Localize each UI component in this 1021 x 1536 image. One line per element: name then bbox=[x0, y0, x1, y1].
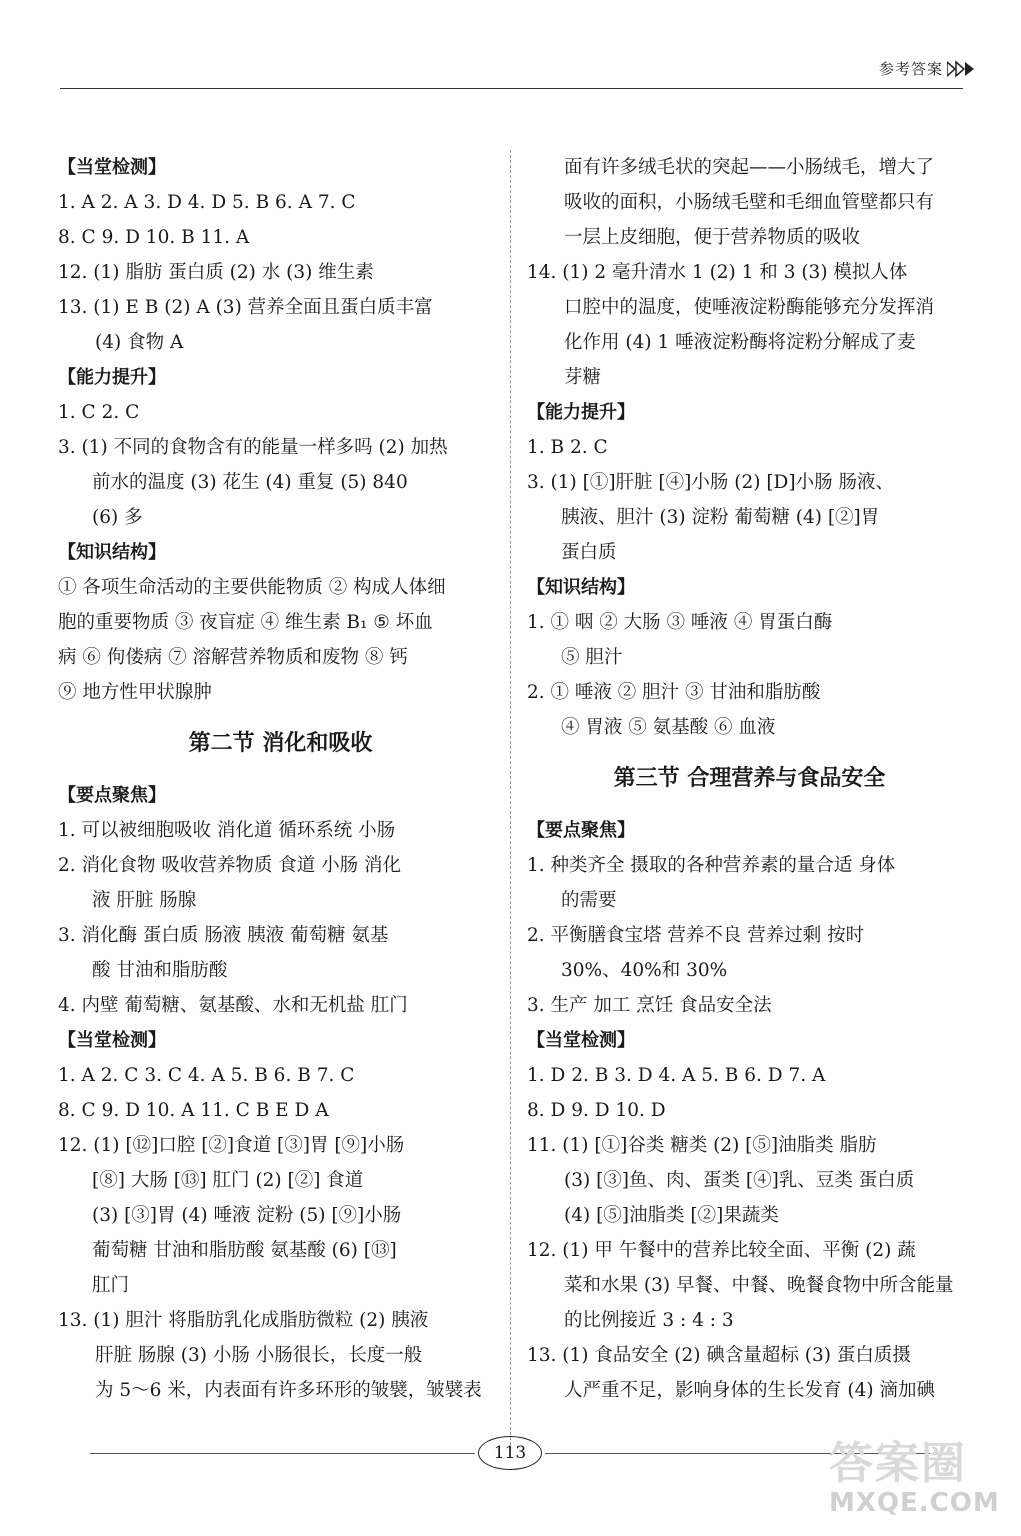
watermark-logo-text: 答案圈 bbox=[829, 1438, 967, 1489]
answer-line: 肝脏 肠腺 (3) 小肠 小肠很长，长度一般 bbox=[95, 1345, 423, 1366]
section-label: 【能力提升】 bbox=[58, 367, 166, 388]
answer-line: 8. D 9. D 10. D bbox=[527, 1100, 666, 1121]
answer-line: (3) [③]鱼、肉、蛋类 [④]乳、豆类 蛋白质 bbox=[564, 1170, 915, 1191]
answer-line: 人严重不足，影响身体的生长发育 (4) 滴加碘 bbox=[564, 1380, 935, 1401]
section-label: 【当堂检测】 bbox=[58, 157, 166, 178]
footer-rule-left bbox=[90, 1453, 475, 1454]
answer-line: 1. ① 咽 ② 大肠 ③ 唾液 ④ 胃蛋白酶 bbox=[527, 612, 833, 633]
answer-line: 8. C 9. D 10. B 11. A bbox=[58, 227, 250, 248]
answer-line: ⑤ 胆汁 bbox=[561, 647, 623, 668]
answer-line: 8. C 9. D 10. A 11. C B E D A bbox=[58, 1100, 329, 1121]
section-label: 【当堂检测】 bbox=[58, 1030, 166, 1051]
answer-line: 1. A 2. C 3. C 4. A 5. B 6. B 7. C bbox=[58, 1065, 355, 1086]
answer-line: 酸 甘油和脂肪酸 bbox=[92, 960, 228, 981]
answer-line: (3) [③]胃 (4) 唾液 淀粉 (5) [⑨]小肠 bbox=[92, 1205, 402, 1226]
header-label: 参考答案 bbox=[878, 60, 943, 78]
section-label: 【要点聚焦】 bbox=[527, 820, 635, 841]
answer-line: 13. (1) E B (2) A (3) 营养全面且蛋白质丰富 bbox=[58, 297, 433, 318]
section-label: 【能力提升】 bbox=[527, 402, 635, 423]
answer-line: ⑨ 地方性甲状腺肿 bbox=[58, 682, 212, 703]
header-rule bbox=[60, 88, 963, 89]
answer-line: 1. C 2. C bbox=[58, 402, 140, 423]
answer-line: 13. (1) 食品安全 (2) 碘含量超标 (3) 蛋白质摄 bbox=[527, 1345, 911, 1366]
answer-line: (6) 多 bbox=[92, 507, 143, 528]
answer-line: 12. (1) [⑫]口腔 [②]食道 [③]胃 [⑨]小肠 bbox=[58, 1135, 405, 1156]
answer-line: [⑧] 大肠 [⑬] 肛门 (2) [②] 食道 bbox=[92, 1170, 364, 1191]
section-title: 第三节 合理营养与食品安全 bbox=[613, 766, 886, 791]
answer-line: 蛋白质 bbox=[561, 542, 617, 563]
right-column bbox=[527, 150, 972, 1408]
answer-line: 1. 种类齐全 摄取的各种营养素的量合适 身体 bbox=[527, 855, 896, 876]
watermark-url: MXQE.COM bbox=[829, 1488, 1000, 1518]
column-divider bbox=[510, 150, 511, 1450]
answer-line: 口腔中的温度，使唾液淀粉酶能够充分发挥消 bbox=[564, 297, 935, 318]
answer-line: 2. 消化食物 吸收营养物质 食道 小肠 消化 bbox=[58, 855, 402, 876]
section-label: 【要点聚焦】 bbox=[58, 785, 166, 806]
section-title: 第二节 消化和吸收 bbox=[188, 731, 373, 756]
answer-line: 14. (1) 2 毫升清水 1 (2) 1 和 3 (3) 模拟人体 bbox=[527, 262, 908, 283]
page-number: 113 bbox=[478, 1436, 542, 1470]
answer-line: (4) [⑤]油脂类 [②]果蔬类 bbox=[564, 1205, 779, 1226]
answer-line: 病 ⑥ 佝偻病 ⑦ 溶解营养物质和废物 ⑧ 钙 bbox=[58, 647, 408, 668]
answer-line: 1. A 2. A 3. D 4. D 5. B 6. A 7. C bbox=[58, 192, 356, 213]
section-label: 【当堂检测】 bbox=[527, 1030, 635, 1051]
answer-line: 1. B 2. C bbox=[527, 437, 608, 458]
answer-line: 2. 平衡膳食宝塔 营养不良 营养过剩 按时 bbox=[527, 925, 865, 946]
answer-line: 2. ① 唾液 ② 胆汁 ③ 甘油和脂肪酸 bbox=[527, 682, 821, 703]
answer-line: 为 5～6 米，内表面有许多环形的皱襞，皱襞表 bbox=[95, 1380, 482, 1401]
answer-line: (4) 食物 A bbox=[95, 332, 184, 353]
answer-line: 3. 消化酶 蛋白质 肠液 胰液 葡萄糖 氨基 bbox=[58, 925, 389, 946]
section-label: 【知识结构】 bbox=[527, 577, 635, 598]
answer-line: 胞的重要物质 ③ 夜盲症 ④ 维生素 B₁ ⑤ 坏血 bbox=[58, 612, 433, 633]
answer-line: 芽糖 bbox=[564, 367, 602, 388]
answer-line: 30%、40%和 30% bbox=[561, 960, 728, 981]
arrow-right-icon bbox=[947, 60, 975, 78]
answer-line: 吸收的面积，小肠绒毛壁和毛细血管壁都只有 bbox=[564, 192, 935, 213]
answer-line: 胰液、胆汁 (3) 淀粉 葡萄糖 (4) [②]胃 bbox=[561, 507, 880, 528]
answer-line: 面有许多绒毛状的突起——小肠绒毛，增大了 bbox=[564, 157, 935, 178]
answer-line: 1. 可以被细胞吸收 消化道 循环系统 小肠 bbox=[58, 820, 396, 841]
answer-line: 前水的温度 (3) 花生 (4) 重复 (5) 840 bbox=[92, 472, 408, 493]
answer-line: 4. 内壁 葡萄糖、氨基酸、水和无机盐 肛门 bbox=[58, 995, 408, 1016]
answer-line: 液 肝脏 肠腺 bbox=[92, 890, 197, 911]
answer-line: 一层上皮细胞，便于营养物质的吸收 bbox=[564, 227, 861, 248]
answer-line: 3. (1) 不同的食物含有的能量一样多吗 (2) 加热 bbox=[58, 437, 448, 458]
answer-line: ① 各项生命活动的主要供能物质 ② 构成人体细 bbox=[58, 577, 446, 598]
left-column bbox=[58, 150, 503, 1408]
answer-line: 菜和水果 (3) 早餐、中餐、晚餐食物中所含能量 bbox=[564, 1275, 954, 1296]
answer-line: 13. (1) 胆汁 将脂肪乳化成脂肪微粒 (2) 胰液 bbox=[58, 1310, 429, 1331]
answer-line: 3. (1) [①]肝脏 [④]小肠 (2) [D]小肠 肠液、 bbox=[527, 472, 894, 493]
answer-line: 1. D 2. B 3. D 4. A 5. B 6. D 7. A bbox=[527, 1065, 826, 1086]
answer-line: 肛门 bbox=[92, 1275, 130, 1296]
answer-line: ④ 胃液 ⑤ 氨基酸 ⑥ 血液 bbox=[561, 717, 776, 738]
answer-line: 的需要 bbox=[561, 890, 617, 911]
answer-line: 11. (1) [①]谷类 糖类 (2) [⑤]油脂类 脂肪 bbox=[527, 1135, 877, 1156]
answer-line: 12. (1) 甲 午餐中的营养比较全面、平衡 (2) 蔬 bbox=[527, 1240, 916, 1261]
answer-line: 3. 生产 加工 烹饪 食品安全法 bbox=[527, 995, 772, 1016]
watermark bbox=[829, 1440, 999, 1528]
answer-line: 12. (1) 脂肪 蛋白质 (2) 水 (3) 维生素 bbox=[58, 262, 374, 283]
section-label: 【知识结构】 bbox=[58, 542, 166, 563]
answer-line: 葡萄糖 甘油和脂肪酸 氨基酸 (6) [⑬] bbox=[92, 1240, 397, 1261]
answer-line: 化作用 (4) 1 唾液淀粉酶将淀粉分解成了麦 bbox=[564, 332, 916, 353]
answer-line: 的比例接近 3 : 4 : 3 bbox=[564, 1310, 734, 1331]
